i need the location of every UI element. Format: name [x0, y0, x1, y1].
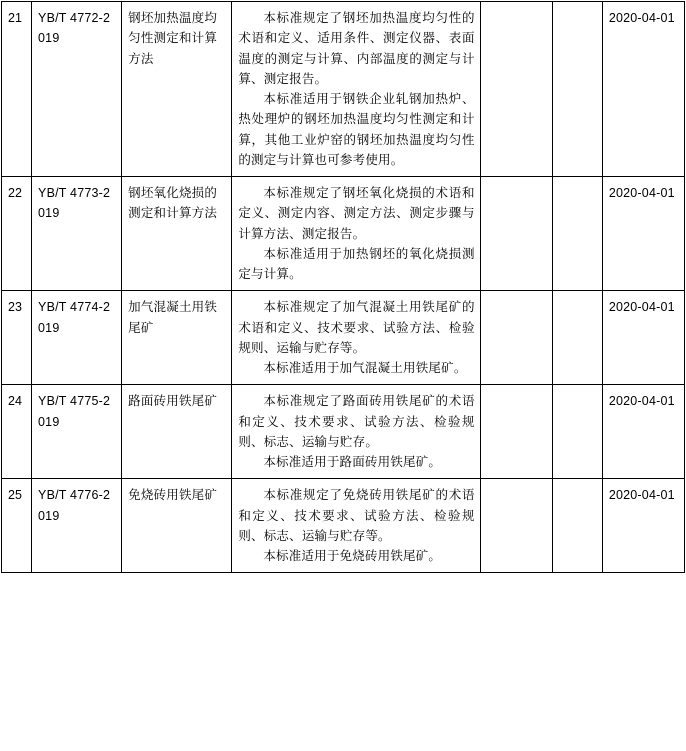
row-sequence-number: 23 — [2, 291, 32, 385]
content-paragraph: 本标准规定了钢坯加热温度均匀性的术语和定义、适用条件、测定仪器、表面温度的测定与计算、内部温度的测定与计算、测定报告。 — [238, 11, 475, 86]
row-standard-code: YB/T 4776-2019 — [32, 479, 122, 573]
table-row — [2, 2, 685, 177]
table-row — [2, 291, 685, 385]
row-standard-content — [232, 479, 480, 573]
row-effective-date: 2020-04-01 — [602, 385, 684, 479]
row-extra-column-1 — [480, 385, 552, 479]
content-paragraph: 本标准适用于钢铁企业轧钢加热炉、热处理炉的钢坯加热温度均匀性测定和计算，其他工业炉窑的钢坯加热温度均匀性的测定与计算也可参考使用。 — [238, 92, 475, 167]
content-paragraph: 本标准适用于免烧砖用铁尾矿。 — [263, 549, 442, 563]
row-standard-content — [232, 385, 480, 479]
row-effective-date: 2020-04-01 — [602, 177, 684, 291]
row-effective-date: 2020-04-01 — [602, 2, 684, 177]
standards-table — [1, 1, 685, 573]
row-standard-code: YB/T 4775-2019 — [32, 385, 122, 479]
row-extra-column-1 — [480, 2, 552, 177]
content-paragraph: 本标准适用于加热钢坯的氧化烧损测定与计算。 — [238, 246, 475, 281]
content-paragraph: 本标准适用于路面砖用铁尾矿。 — [263, 455, 442, 469]
table-row — [2, 385, 685, 479]
row-extra-column-2 — [552, 385, 602, 479]
table-row — [2, 177, 685, 291]
row-effective-date: 2020-04-01 — [602, 291, 684, 385]
row-standard-name: 钢坯氧化烧损的测定和计算方法 — [122, 177, 232, 291]
row-standard-code: YB/T 4772-2019 — [32, 2, 122, 177]
row-sequence-number: 24 — [2, 385, 32, 479]
row-extra-column-1 — [480, 479, 552, 573]
row-extra-column-1 — [480, 291, 552, 385]
row-extra-column-2 — [552, 2, 602, 177]
row-standard-code: YB/T 4774-2019 — [32, 291, 122, 385]
content-paragraph: 本标准规定了免烧砖用铁尾矿的术语和定义、技术要求、试验方法、检验规则、标志、运输与贮存等。 — [238, 488, 475, 543]
content-paragraph: 本标准规定了加气混凝土用铁尾矿的术语和定义、技术要求、试验方法、检验规则、运输与贮存等。 — [238, 300, 475, 355]
row-standard-content — [232, 291, 480, 385]
content-paragraph: 本标准规定了钢坯氧化烧损的术语和定义、测定内容、测定方法、测定步骤与计算方法、测定报告。 — [238, 186, 475, 241]
row-standard-content — [232, 2, 480, 177]
row-sequence-number: 22 — [2, 177, 32, 291]
row-standard-content — [232, 177, 480, 291]
table-row — [2, 479, 685, 573]
content-paragraph: 本标准规定了路面砖用铁尾矿的术语和定义、技术要求、试验方法、检验规则、标志、运输与贮存。 — [238, 394, 475, 449]
row-effective-date: 2020-04-01 — [602, 479, 684, 573]
row-standard-code: YB/T 4773-2019 — [32, 177, 122, 291]
row-sequence-number: 25 — [2, 479, 32, 573]
row-extra-column-1 — [480, 177, 552, 291]
row-standard-name: 路面砖用铁尾矿 — [122, 385, 232, 479]
row-extra-column-2 — [552, 291, 602, 385]
row-extra-column-2 — [552, 479, 602, 573]
row-standard-name: 钢坯加热温度均匀性测定和计算方法 — [122, 2, 232, 177]
content-paragraph: 本标准适用于加气混凝土用铁尾矿。 — [263, 361, 467, 375]
row-standard-name: 免烧砖用铁尾矿 — [122, 479, 232, 573]
row-standard-name: 加气混凝土用铁尾矿 — [122, 291, 232, 385]
row-sequence-number: 21 — [2, 2, 32, 177]
row-extra-column-2 — [552, 177, 602, 291]
